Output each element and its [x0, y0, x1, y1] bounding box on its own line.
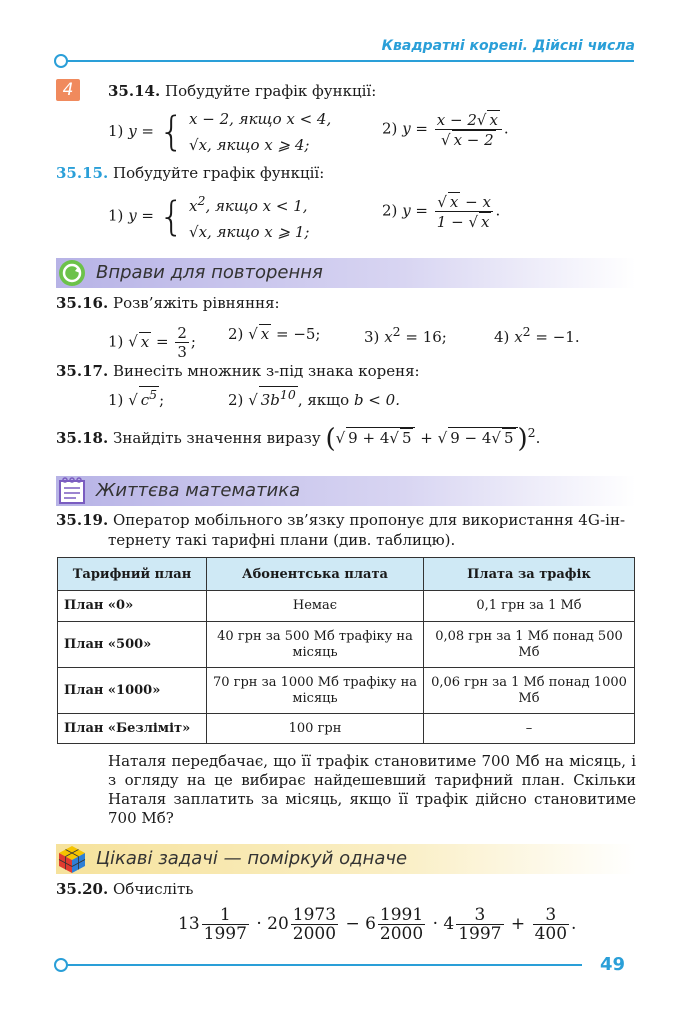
- system-brace: {: [158, 109, 185, 155]
- expr-rest: = 16;: [400, 328, 447, 346]
- refresh-icon: [56, 258, 88, 288]
- num-radicand: x: [489, 111, 498, 129]
- radical-b: 9 − 4√ 5: [448, 427, 517, 447]
- section-band-review: [56, 258, 636, 288]
- table-cell: План «Безліміт»: [58, 714, 207, 744]
- denominator: 400: [534, 924, 568, 944]
- problem-35-16-heading: [56, 294, 280, 312]
- num-text: x − 2: [436, 111, 477, 129]
- item-number: 2): [228, 325, 244, 343]
- case-1-text: , якщо x < 1,: [205, 197, 308, 215]
- punct: ;: [159, 391, 165, 409]
- problem-text: Обчисліть: [112, 880, 194, 898]
- problem-text: Винесіть множник з-під знака кореня:: [112, 362, 420, 380]
- numerator: 3: [545, 905, 557, 925]
- item-1: 1) √ $c^5$ ;: [108, 387, 165, 409]
- exponent: 2: [392, 324, 401, 339]
- problem-text-line-1: Оператор мобільного зв’язку пропонує для використання 4G-ін-: [112, 511, 626, 529]
- case-2-text: x, якщо x ⩾ 4;: [198, 136, 310, 154]
- inner-radicand-a: 5: [401, 429, 412, 447]
- close-paren: ): [517, 424, 528, 454]
- problem-35-19-question: Наталя передбачає, що її трафік становитиме 700 Мб на місяць, і з огляду на це вибирає найдешевший тарифний план. Скільки Наталя заплатить за місяць, якщо її трафік дійсно становитиме 700 Мб?: [108, 752, 636, 827]
- table-cell: 100 грн: [207, 714, 424, 744]
- plus-sign: +: [420, 429, 433, 447]
- rubiks-cube-icon: [56, 844, 88, 874]
- table-cell: План «0»: [58, 591, 207, 622]
- item-number: 2): [382, 201, 398, 220]
- item-number: 1): [108, 391, 124, 409]
- denominator: √ x − 2: [435, 129, 502, 149]
- operator: −: [345, 914, 360, 934]
- problem-text: Знайдіть значення виразу: [112, 429, 321, 447]
- problem-text: Побудуйте графік функції:: [112, 164, 325, 182]
- fraction: [175, 324, 189, 361]
- item-2: 2) √ $3b^{10}$ , якщо b < 0.: [228, 387, 400, 409]
- problem-35-19-heading: [56, 510, 636, 550]
- footer-rule-dot: [54, 958, 68, 972]
- operator: ·: [256, 914, 262, 934]
- whole-part: 13: [178, 914, 200, 934]
- table-cell: 40 грн за 500 Мб трафіку на місяць: [207, 622, 424, 668]
- whole-part: 20: [267, 914, 289, 934]
- whole-part: 6: [365, 914, 376, 934]
- numerator: 1: [219, 905, 231, 925]
- radicand: [139, 386, 159, 409]
- fraction: [291, 906, 338, 943]
- denominator: 2000: [292, 924, 337, 944]
- item-number: 1): [108, 122, 124, 140]
- function-name: y =: [128, 122, 154, 140]
- table-cell: 0,06 грн за 1 Мб понад 1000 Мб: [424, 668, 635, 714]
- section-title: Цікаві задачі — поміркуй одначе: [96, 848, 408, 869]
- fraction: [202, 906, 249, 943]
- denominator: 2000: [379, 924, 424, 944]
- tariff-table: [57, 557, 635, 744]
- table-row: [58, 668, 635, 714]
- problem-35-15-heading: [56, 164, 324, 182]
- difficulty-level-badge: 4: [56, 79, 80, 101]
- base: x: [514, 328, 523, 346]
- problem-35-14-part-2: [382, 110, 509, 149]
- table-cell: 0,1 грн за 1 Мб: [424, 591, 635, 622]
- numerator: 2: [177, 324, 187, 342]
- problem-35-15-part-2: [382, 192, 500, 231]
- column-header: Абонентська плата: [207, 558, 424, 591]
- base: x: [189, 197, 198, 215]
- problem-35-14-part-1: [108, 106, 331, 158]
- piecewise-cases: [189, 106, 331, 158]
- section-title: Життєва математика: [96, 480, 301, 501]
- radicand-b: 9 − 4: [450, 429, 492, 447]
- section-band-puzzles: [56, 844, 636, 874]
- denominator: 3: [177, 343, 187, 361]
- section-band-life-math: [56, 476, 636, 506]
- punct: ;: [190, 332, 196, 351]
- table-cell: Немає: [207, 591, 424, 622]
- den-text: 1 −: [436, 213, 469, 231]
- system-brace: {: [158, 193, 185, 240]
- inner-radicand-b: 5: [503, 429, 514, 447]
- numerator: 1991: [379, 905, 424, 925]
- table-cell: План «500»: [58, 622, 207, 668]
- problem-35-14-heading: [108, 82, 376, 100]
- problem-text: Побудуйте графік функції:: [164, 82, 377, 100]
- exponent: 10: [279, 387, 296, 402]
- item-4: [494, 324, 580, 346]
- condition-text: , якщо: [297, 391, 354, 409]
- page-number: 49: [600, 954, 626, 975]
- den-radicand: x − 2: [453, 131, 494, 149]
- punct: .: [535, 429, 541, 447]
- exponent: 2: [527, 425, 536, 440]
- den-radicand: x: [481, 213, 490, 231]
- num-radicand: x: [449, 193, 459, 211]
- problem-35-17-heading: [56, 362, 420, 380]
- punct: .: [495, 201, 501, 220]
- fraction: [435, 192, 494, 231]
- exponent: 2: [522, 324, 531, 339]
- radical-a: 9 + 4√ 5: [346, 427, 415, 447]
- item-number: 4): [494, 328, 510, 346]
- num-text: − x: [460, 193, 491, 211]
- problem-number: 35.15.: [56, 164, 109, 182]
- running-header: Квадратні корені. Дійсні числа: [381, 38, 635, 54]
- item-2: 2) √ x = −5;: [228, 325, 321, 343]
- expr-rest: = −1.: [530, 328, 580, 346]
- problem-number: 35.14.: [108, 82, 161, 100]
- item-number: 2): [382, 119, 398, 138]
- numerator: x − 2√ x: [436, 111, 498, 129]
- radicand: x: [140, 332, 150, 351]
- item-number: 3): [364, 328, 380, 346]
- fraction: [456, 906, 503, 943]
- column-header: Тарифний план: [58, 558, 207, 591]
- problem-35-20-heading: [56, 880, 193, 898]
- table-cell: План «1000»: [58, 668, 207, 714]
- problem-text-line-2: тернету такі тарифні плани (див. таблицю).: [108, 531, 456, 549]
- denominator: 1997: [203, 924, 247, 944]
- radicand: x: [260, 325, 270, 343]
- notebook-icon: [56, 476, 88, 506]
- fraction: [533, 906, 569, 943]
- radicand-a: 9 + 4: [348, 429, 390, 447]
- numerator: 1973: [292, 905, 337, 925]
- whole-part: 4: [443, 914, 455, 934]
- case-1: x − 2, якщо x < 4,: [189, 110, 332, 128]
- problem-number: 35.18.: [56, 429, 109, 447]
- table-cell: –: [424, 714, 635, 744]
- denominator: 1 − √ x: [435, 211, 494, 231]
- expr-rest: = −5;: [271, 325, 321, 343]
- piecewise-cases: [189, 188, 309, 245]
- table-cell: 70 грн за 1000 Мб трафіку на місяць: [207, 668, 424, 714]
- table-row: [58, 714, 635, 744]
- operator: ·: [432, 914, 438, 934]
- problem-number: 35.16.: [56, 294, 109, 312]
- item-number: 2): [228, 391, 244, 409]
- case-2: √x, якщо x ⩾ 1;: [189, 223, 310, 241]
- function-name: y =: [402, 201, 428, 220]
- condition: b < 0.: [353, 391, 400, 409]
- problem-number: 35.17.: [56, 362, 109, 380]
- tariff-table-wrapper: [57, 557, 635, 744]
- problem-35-18: 35.18. Знайдіть значення виразу (√ 9 + 4√ 5 + √ 9 − 4√ 5 )$^2$.: [56, 424, 541, 454]
- open-paren: (: [325, 424, 336, 454]
- item-3: [364, 324, 447, 346]
- fraction: [378, 906, 425, 943]
- table-header-row: [58, 558, 635, 591]
- function-name: y =: [402, 119, 428, 138]
- punct: .: [503, 119, 509, 138]
- footer-rule: [62, 964, 582, 966]
- case-2-text: x, якщо x ⩾ 1;: [198, 223, 310, 241]
- item-1: 1) √ x = $\frac{2}{3}$ ;: [108, 324, 196, 361]
- exponent: 5: [149, 387, 158, 402]
- base: x: [384, 328, 393, 346]
- function-name: y =: [128, 206, 154, 225]
- problem-text: Розв’яжіть рівняння:: [112, 294, 280, 312]
- table-row: [58, 591, 635, 622]
- base: 3b: [260, 391, 280, 409]
- base: c: [140, 391, 150, 409]
- header-rule: [62, 60, 634, 62]
- operator: +: [510, 914, 526, 934]
- table-cell: 0,08 грн за 1 Мб понад 500 Мб: [424, 622, 635, 668]
- radicand: [259, 386, 298, 409]
- punct: .: [571, 914, 577, 934]
- numerator: √ x − x: [437, 193, 491, 211]
- numerator: 3: [474, 905, 486, 925]
- item-number: 1): [108, 332, 124, 351]
- problem-number: 35.19.: [56, 511, 109, 529]
- column-header: Плата за трафік: [424, 558, 635, 591]
- exponent: 2: [197, 193, 206, 208]
- eq: =: [151, 332, 174, 351]
- denominator: 1997: [458, 924, 502, 944]
- problem-35-15-part-1: [108, 188, 309, 245]
- table-row: [58, 622, 635, 668]
- fraction: [435, 110, 502, 149]
- problem-number: 35.20.: [56, 880, 109, 898]
- case-2: √x, якщо x ⩾ 4;: [189, 136, 310, 154]
- header-rule-dot: [54, 54, 68, 68]
- case-1: [189, 188, 309, 219]
- problem-35-20-expression: [178, 906, 576, 943]
- item-number: 1): [108, 206, 124, 225]
- section-title: Вправи для повторення: [96, 262, 323, 283]
